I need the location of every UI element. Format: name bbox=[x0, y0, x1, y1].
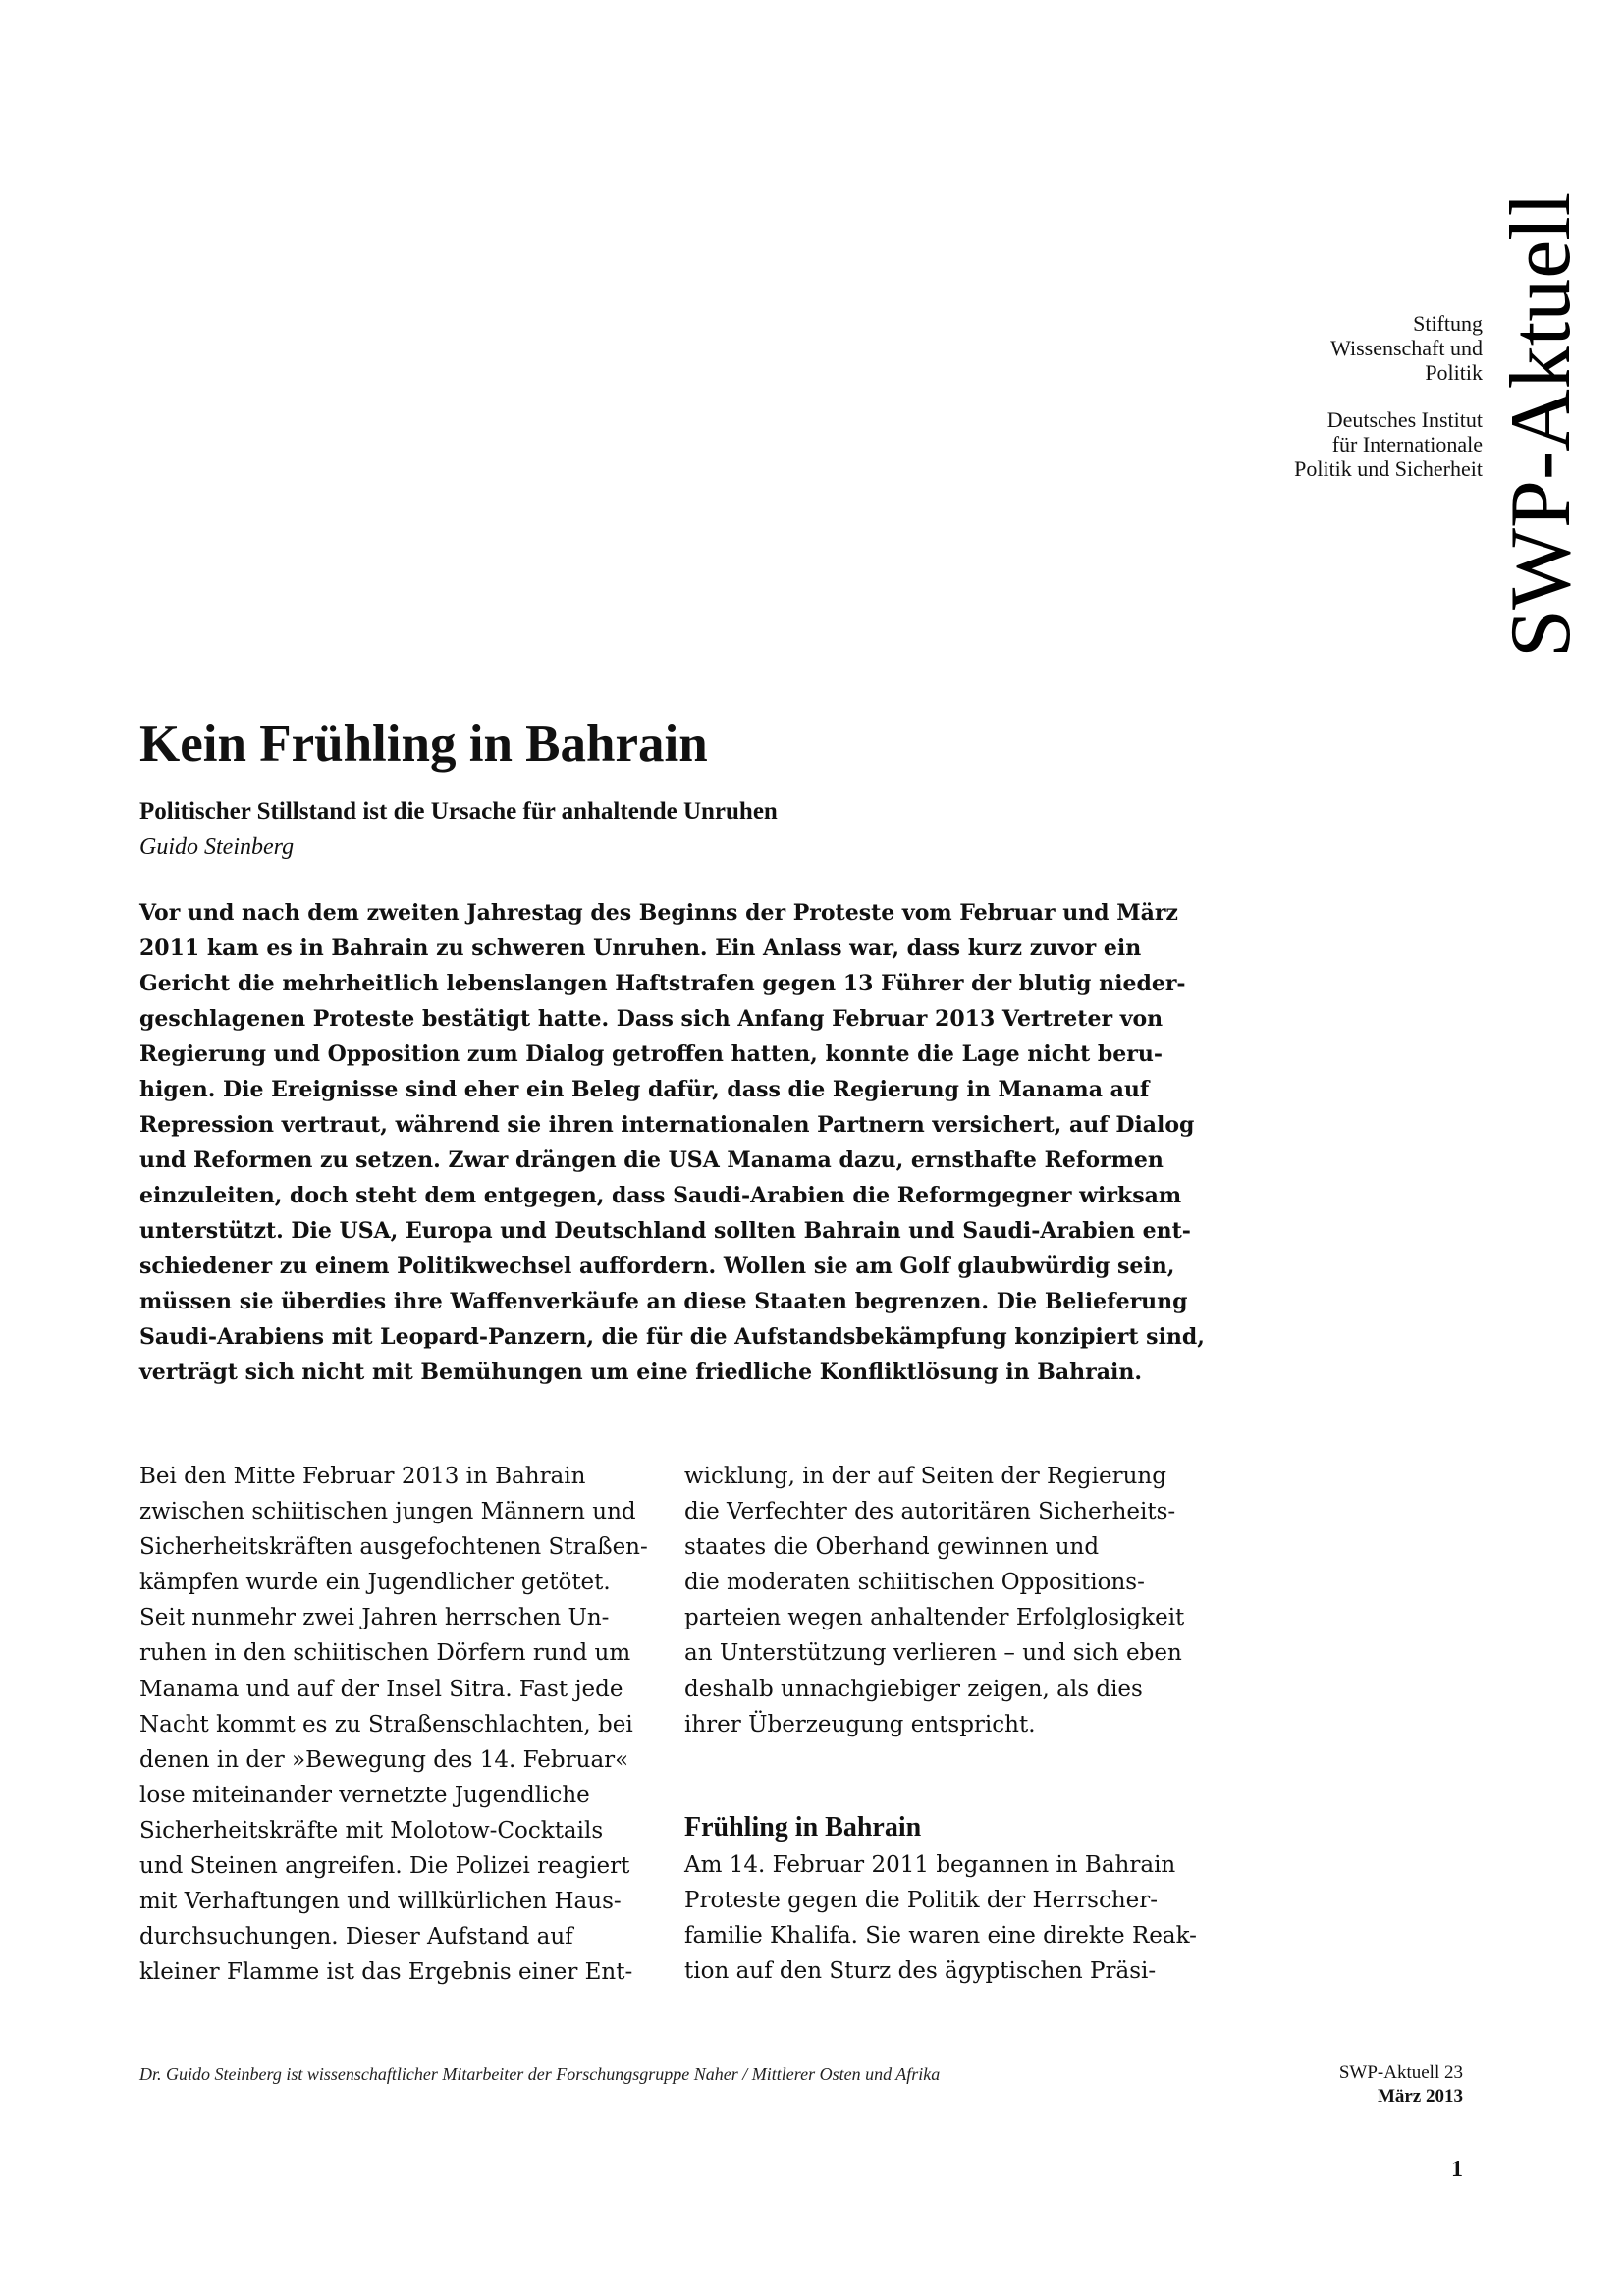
abstract-line: unterstützt. Die USA, Europa und Deutschland sollten Bahrain und Saudi-Arabien ent- bbox=[139, 1218, 1191, 1244]
body-line: ihrer Überzeugung entspricht. bbox=[684, 1711, 1036, 1737]
body-line: kleiner Flamme ist das Ergebnis einer Ent- bbox=[139, 1959, 633, 1986]
abstract-line: Repression vertraut, während sie ihren internationalen Partnern versichert, auf Dialog bbox=[139, 1112, 1195, 1138]
body-line: Nacht kommt es zu Straßenschlachten, bei bbox=[139, 1711, 633, 1737]
body-line: durchsuchungen. Dieser Aufstand auf bbox=[139, 1924, 573, 1950]
body-line: Sicherheitskräften ausgefochtenen Straßen- bbox=[139, 1534, 648, 1561]
series-date: März 2013 bbox=[1377, 2086, 1463, 2107]
abstract-line: müssen sie überdies ihre Waffenverkäufe an diese Staaten begrenzen. Die Belieferung bbox=[139, 1289, 1188, 1314]
body-line: Sicherheitskräfte mit Molotow-Cocktails bbox=[139, 1817, 604, 1843]
body-column-right-bottom bbox=[684, 1847, 1195, 1989]
abstract-line: geschlagenen Proteste bestätigt hatte. Dass sich Anfang Februar 2013 Vertreter von bbox=[139, 1006, 1164, 1032]
body-line: tion auf den Sturz des ägyptischen Präsi- bbox=[684, 1958, 1157, 1985]
abstract-line: Gericht die mehrheitlich lebenslangen Haftstrafen gegen 13 Führer der blutig nieder- bbox=[139, 971, 1186, 996]
body-line: an Unterstützung verlieren – und sich eben bbox=[684, 1640, 1182, 1667]
abstract-line: Saudi-Arabiens mit Leopard-Panzern, die für die Aufstandsbekämpfung konzipiert sind, bbox=[139, 1324, 1205, 1350]
abstract-line: Regierung und Opposition zum Dialog getroffen hatten, konnte die Lage nicht beru- bbox=[139, 1041, 1164, 1067]
institute-line: Politik und Sicherheit bbox=[1294, 456, 1483, 481]
series-issue: SWP-Aktuell 23 bbox=[1338, 2062, 1463, 2083]
institute-line: Deutsches Institut bbox=[1326, 407, 1483, 432]
abstract-line: Vor und nach dem zweiten Jahrestag des Beginns der Proteste vom Februar und März bbox=[139, 900, 1178, 926]
author-name: Guido Steinberg bbox=[139, 834, 295, 860]
body-line: wicklung, in der auf Seiten der Regierung bbox=[684, 1464, 1166, 1489]
institute-line: Politik bbox=[1425, 360, 1483, 385]
abstract-line: einzuleiten, doch steht dem entgegen, dass Saudi-Arabien die Reformgegner wirksam bbox=[139, 1183, 1182, 1208]
body-line: Proteste gegen die Politik der Herrscher- bbox=[684, 1888, 1159, 1914]
body-line: und Steinen angreifen. Die Polizei reagiert bbox=[139, 1853, 630, 1880]
series-info bbox=[1267, 2061, 1463, 2109]
body-line: lose miteinander vernetzte Jugendliche bbox=[139, 1782, 590, 1808]
body-line: Bei den Mitte Februar 2013 in Bahrain bbox=[139, 1464, 586, 1489]
body-line: ruhen in den schiitischen Dörfern rund um bbox=[139, 1640, 631, 1667]
body-line: kämpfen wurde ein Jugendlicher getötet. bbox=[139, 1570, 611, 1596]
institute-subname-block bbox=[1159, 407, 1483, 481]
institute-name-block bbox=[1159, 311, 1483, 385]
page-title: Kein Frühling in Bahrain bbox=[139, 716, 708, 773]
institute-line: für Internationale bbox=[1331, 432, 1483, 456]
body-column-left bbox=[139, 1459, 650, 1990]
abstract-line: 2011 kam es in Bahrain zu schweren Unruhen. Ein Anlass war, dass kurz zuvor ein bbox=[139, 935, 1142, 961]
series-title-vertical: SWP-Aktuell bbox=[1493, 191, 1589, 658]
body-line: mit Verhaftungen und willkürlichen Haus- bbox=[139, 1889, 622, 1915]
body-line: parteien wegen anhaltender Erfolglosigkeit bbox=[684, 1605, 1185, 1631]
body-line: die Verfechter des autoritären Sicherheits- bbox=[684, 1499, 1176, 1525]
abstract-paragraph bbox=[139, 895, 1205, 1390]
body-line: die moderaten schiitischen Oppositions- bbox=[684, 1570, 1145, 1596]
abstract-line: und Reformen zu setzen. Zwar drängen die USA Manama dazu, ernsthafte Reformen bbox=[139, 1148, 1164, 1173]
abstract-line: higen. Die Ereignisse sind eher ein Beleg dafür, dass die Regierung in Manama auf bbox=[139, 1077, 1150, 1102]
institute-line: Stiftung bbox=[1413, 311, 1483, 336]
body-line: Seit nunmehr zwei Jahren herrschen Un- bbox=[139, 1605, 610, 1631]
body-line: Am 14. Februar 2011 begannen in Bahrain bbox=[684, 1852, 1176, 1878]
page-number: 1 bbox=[1451, 2157, 1463, 2182]
body-line: deshalb unnachgiebiger zeigen, als dies bbox=[684, 1676, 1143, 1702]
section-heading: Frühling in Bahrain bbox=[684, 1812, 922, 1842]
author-footnote: Dr. Guido Steinberg ist wissenschaftlicher Mitarbeiter der Forschungsgruppe Naher / Mittlerer Osten und Afrika bbox=[139, 2064, 941, 2084]
page-subtitle: Politischer Stillstand ist die Ursache für anhaltende Unruhen bbox=[139, 798, 778, 825]
body-column-right-top bbox=[684, 1459, 1195, 1742]
institute-line: Wissenschaft und bbox=[1330, 336, 1483, 360]
body-line: denen in der »Bewegung des 14. Februar« bbox=[139, 1746, 629, 1773]
body-line: zwischen schiitischen jungen Männern und bbox=[139, 1499, 636, 1525]
abstract-line: schiedener zu einem Politikwechsel auffordern. Wollen sie am Golf glaubwürdig sein, bbox=[139, 1254, 1175, 1279]
abstract-line: verträgt sich nicht mit Bemühungen um eine friedliche Konfliktlösung in Bahrain. bbox=[139, 1360, 1143, 1385]
body-line: staates die Oberhand gewinnen und bbox=[684, 1534, 1100, 1561]
body-line: Manama und auf der Insel Sitra. Fast jede bbox=[139, 1676, 623, 1702]
body-line: familie Khalifa. Sie waren eine direkte Reak- bbox=[684, 1923, 1197, 1949]
